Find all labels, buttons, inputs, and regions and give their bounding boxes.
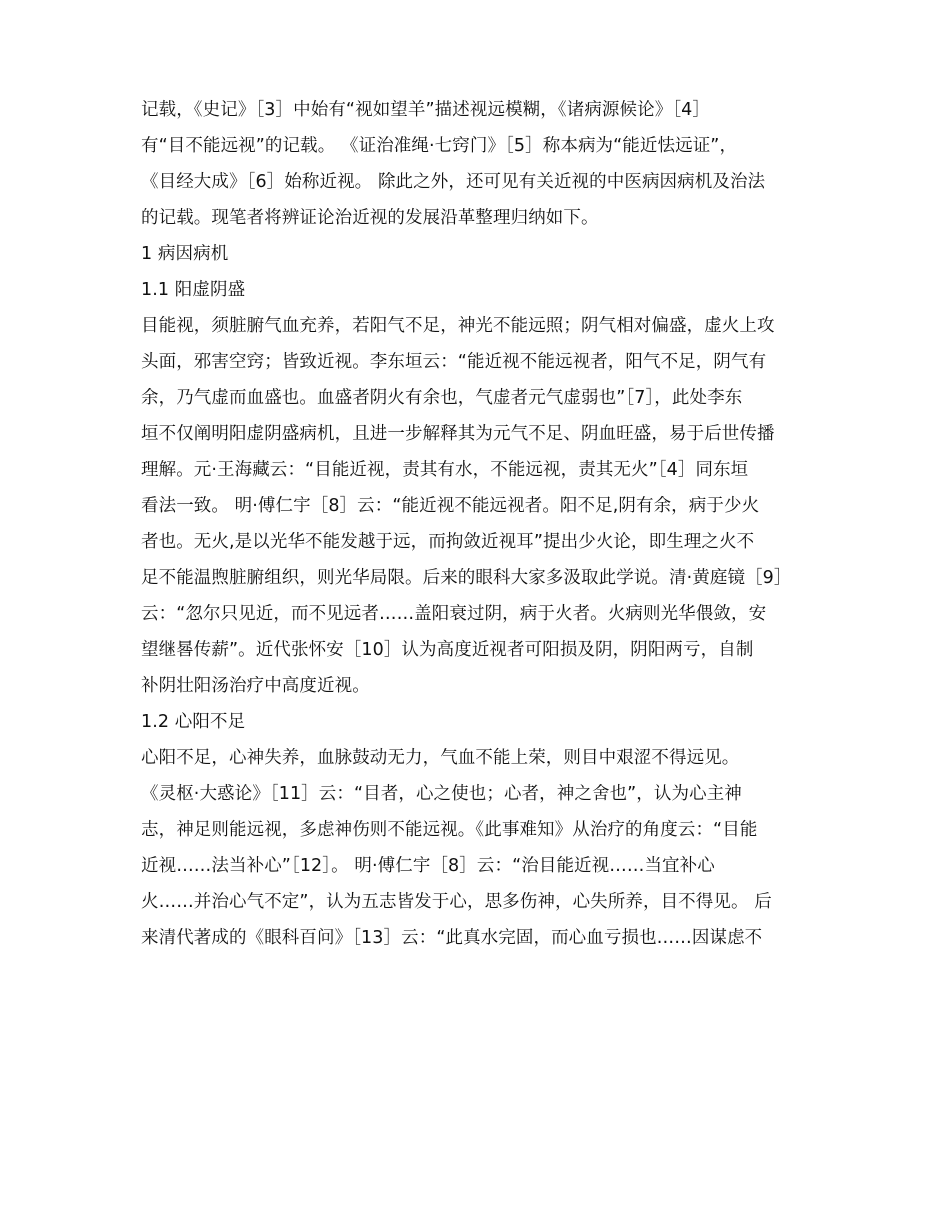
text-line: 看法一致。 明·傅仁宇［8］云：“能近视不能远视者。阳不足,阴有余，病于少火	[141, 496, 760, 516]
document-body	[141, 92, 841, 956]
subsection-heading: 1.1 阳虚阴盛	[141, 280, 246, 300]
section-heading: 1 病因病机	[141, 244, 229, 264]
text-line: 云：“忽尔只见近，而不见远者……盖阳衰过阴，病于火者。火病则光华偎敛，安	[141, 604, 767, 624]
text-line: 有“目不能远视”的记载。 《证治准绳·七窍门》［5］称本病为“能近怯远证”，	[141, 136, 738, 156]
text-line: 足不能温煦脏腑组织，则光华局限。后来的眼科大家多汲取此学说。清·黄庭镜［9］	[141, 568, 792, 588]
text-line: 余，乃气虚而血盛也。血盛者阴火有余也，气虚者元气虚弱也”［7］，此处李东	[141, 388, 743, 408]
text-line: 近视……法当补心”［12］。 明·傅仁宇［8］云：“治目能近视……当宜补心	[141, 856, 715, 876]
text-line: 垣不仅阐明阳虚阴盛病机，且进一步解释其为元气不足、阴血旺盛，易于后世传播	[141, 424, 775, 444]
text-line: 理解。元·王海藏云：“目能近视，责其有水，不能远视，责其无火”［4］同东垣	[141, 460, 749, 480]
text-line: 头面，邪害空窍；皆致近视。李东垣云：“能近视不能远视者，阳气不足，阴气有	[141, 352, 767, 372]
text-line: 心阳不足，心神失养，血脉鼓动无力，气血不能上荣，则目中艰涩不得远见。	[141, 748, 740, 768]
text-line: 目能视，须脏腑气血充养，若阳气不足，神光不能远照；阴气相对偏盛，虚火上攻	[141, 316, 775, 336]
text-line: 《目经大成》［6］始称近视。 除此之外，还可见有关近视的中医病因病机及治法	[141, 172, 766, 192]
text-line: 补阴壮阳汤治疗中高度近视。	[141, 676, 370, 696]
text-line: 记载，《史记》［3］中始有“视如望羊”描述视远模糊，《诸病源候论》［4］	[141, 100, 710, 120]
text-line: 《灵枢·大惑论》［11］云：“目者，心之使也；心者，神之舍也”，认为心主神	[141, 784, 742, 804]
text-line: 志，神足则能远视，多虑神伤则不能远视。《此事难知》从治疗的角度云：“目能	[141, 820, 758, 840]
text-line: 的记载。现笔者将辨证论治近视的发展沿革整理归纳如下。	[141, 208, 599, 228]
text-line: 者也。无火,是以光华不能发越于远，而拘敛近视耳”提出少火论，即生理之火不	[141, 532, 755, 552]
text-line: 来清代著成的《眼科百问》［13］云：“此真水完固，而心血亏损也……因谋虑不	[141, 928, 763, 948]
text-line: 望继晷传薪”。近代张怀安［10］认为高度近视者可阳损及阴，阴阳两亏，自制	[141, 640, 754, 660]
text-line: 火……并治心气不定”，认为五志皆发于心，思多伤神，心失所养，目不得见。 后	[141, 892, 772, 912]
subsection-heading: 1.2 心阳不足	[141, 712, 246, 732]
